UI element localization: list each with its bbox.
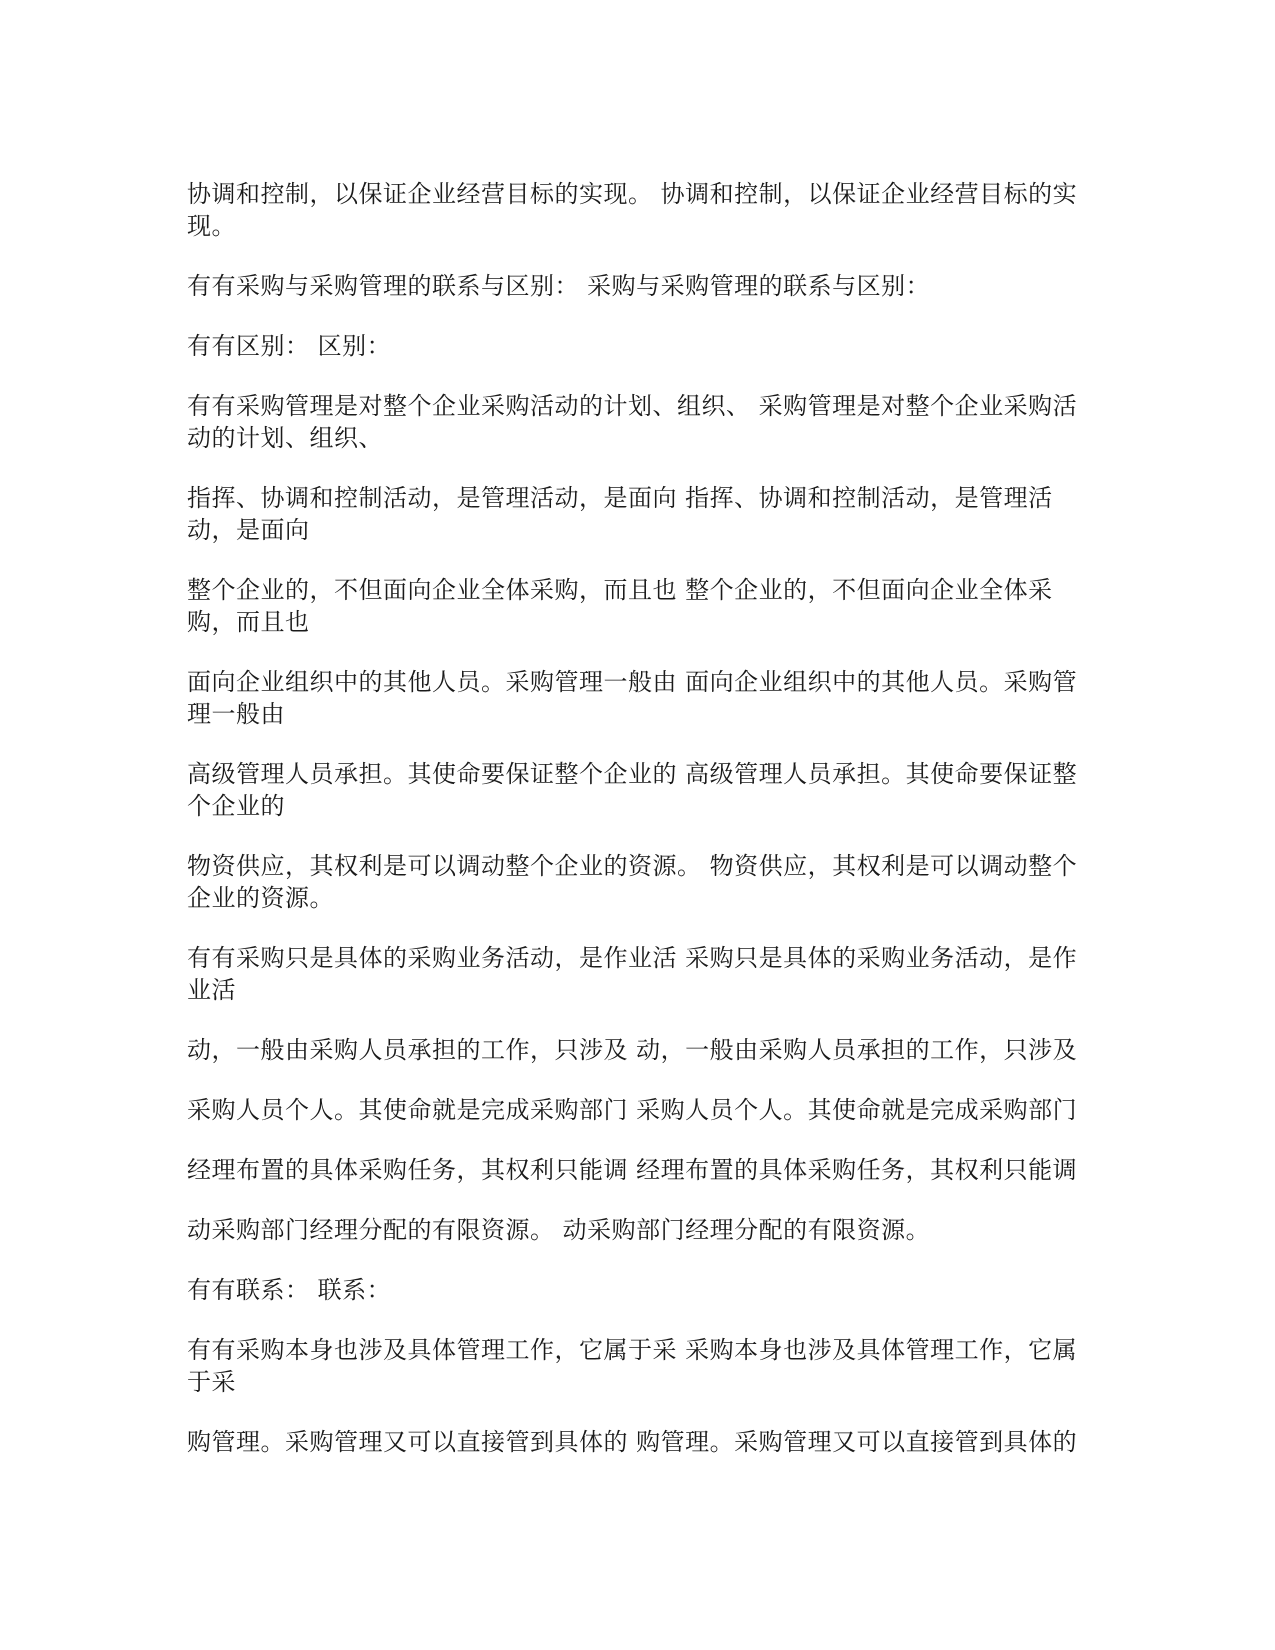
paragraph-10: 有有采购只是具体的采购业务活动，是作业活 采购只是具体的采购业务活动，是作业活 — [187, 944, 1078, 1004]
paragraph-14: 动采购部门经理分配的有限资源。 动采购部门经理分配的有限资源。 — [187, 1216, 931, 1244]
paragraph-5: 指挥、协调和控制活动，是管理活动，是面向 指挥、协调和控制活动，是管理活动，是面向 — [187, 484, 1053, 544]
paragraph-2: 有有采购与采购管理的联系与区别： 采购与采购管理的联系与区别： — [187, 272, 931, 300]
paragraph-12: 采购人员个人。其使命就是完成采购部门 采购人员个人。其使命就是完成采购部门 — [187, 1096, 1078, 1124]
paragraph-3: 有有区别： 区别： — [187, 332, 392, 360]
document-body — [187, 178, 1087, 1486]
paragraph-13: 经理布置的具体采购任务，其权利只能调 经理布置的具体采购任务，其权利只能调 — [187, 1156, 1078, 1184]
paragraph-7: 面向企业组织中的其他人员。采购管理一般由 面向企业组织中的其他人员。采购管理一般由 — [187, 668, 1078, 728]
paragraph-8: 高级管理人员承担。其使命要保证整个企业的 高级管理人员承担。其使命要保证整个企业的 — [187, 760, 1078, 820]
paragraph-11: 动，一般由采购人员承担的工作，只涉及 动，一般由采购人员承担的工作，只涉及 — [187, 1036, 1078, 1064]
paragraph-15: 有有联系： 联系： — [187, 1276, 392, 1304]
paragraph-6: 整个企业的，不但面向企业全体采购，而且也 整个企业的，不但面向企业全体采购，而且也 — [187, 576, 1053, 636]
paragraph-1: 协调和控制，以保证企业经营目标的实现。 协调和控制，以保证企业经营目标的实现。 — [187, 180, 1078, 240]
paragraph-16: 有有采购本身也涉及具体管理工作，它属于采 采购本身也涉及具体管理工作，它属于采 — [187, 1336, 1078, 1396]
paragraph-17: 购管理。采购管理又可以直接管到具体的 购管理。采购管理又可以直接管到具体的 — [187, 1428, 1078, 1456]
paragraph-4: 有有采购管理是对整个企业采购活动的计划、组织、 采购管理是对整个企业采购活动的计划、组织、 — [187, 392, 1078, 452]
paragraph-9: 物资供应，其权利是可以调动整个企业的资源。 物资供应，其权利是可以调动整个企业的资源。 — [187, 852, 1078, 912]
